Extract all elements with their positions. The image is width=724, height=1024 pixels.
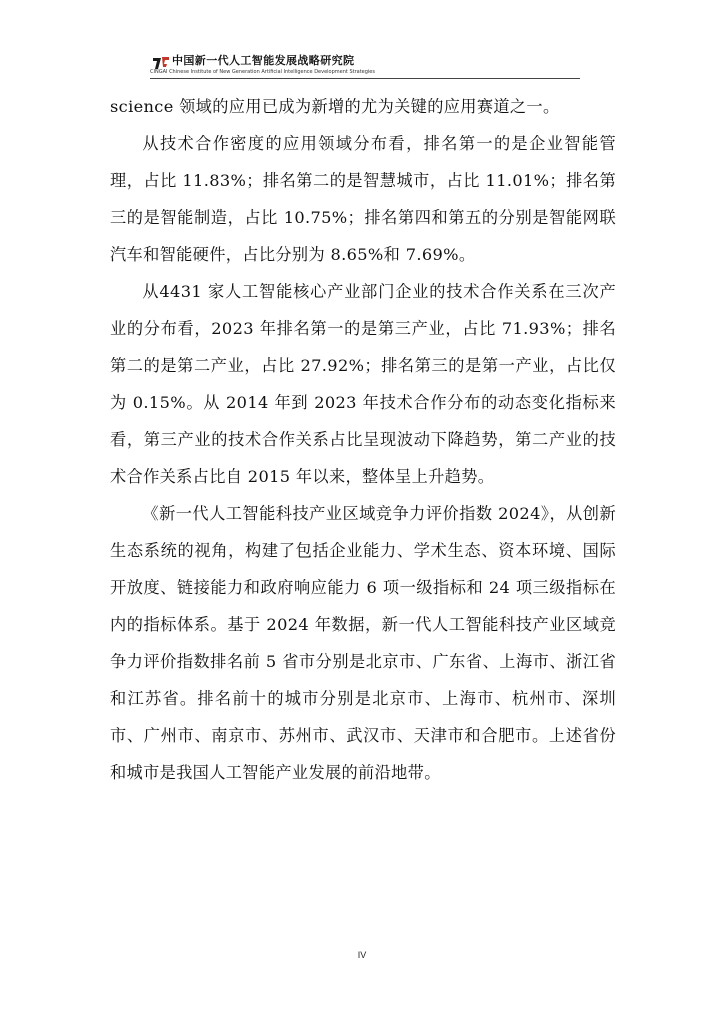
body-text	[110, 88, 616, 791]
paragraph: 《新一代人工智能科技产业区域竞争力评价指数 2024》，从创新生态系统的视角，构建了包括企业能力、学术生态、资本环境、国际开放度、链接能力和政府响应能力 6 项一级指标和 24 项三级指标在内的指标体系。基于 2024 年数据，新一代人工智能科技产业区域竞争力评价指数排名前 5 省市分别是北京市、广东省、上海市、浙江省和江苏省。排名前十的城市分别是北京市、上海市、杭州市、深圳市、广州市、南京市、苏州市、武汉市、天津市和合肥市。上述省份和城市是我国人工智能产业发展的前沿地带。	[110, 504, 616, 782]
org-name-cn: 中国新一代人工智能发展战略研究院	[172, 54, 355, 67]
paragraph: 从4431 家人工智能核心产业部门企业的技术合作关系在三次产业的分布看，2023 年排名第一的是第三产业，占比 71.93%；排名第二的是第二产业，占比 27.92%；排名第三的是第一产业，占比仅为 0.15%。从 2014 年到 2023 年技术合作分布的动态变化指标来看，第三产业的技术合作关系占比呈现波动下降趋势，第二产业的技术合作关系占比自 2015 年以来，整体呈上升趋势。	[110, 282, 616, 486]
paragraph: 从技术合作密度的应用领域分布看，排名第一的是企业智能管理，占比 11.83%；排名第二的是智慧城市，占比 11.01%；排名第三的是智能制造，占比 10.75%；排名第四和第五的分别是智能网联汽车和智能硬件，占比分别为 8.65%和 7.69%。	[110, 134, 616, 264]
page-number: IV	[357, 950, 367, 960]
page-header	[150, 54, 580, 76]
org-name-en: CINGAI Chinese Institute of New Generation Artificial Intelligence Development Strategies	[150, 69, 375, 75]
paragraph: science 领域的应用已成为新增的尤为关键的应用赛道之一。	[110, 97, 560, 116]
header-divider	[150, 78, 580, 79]
